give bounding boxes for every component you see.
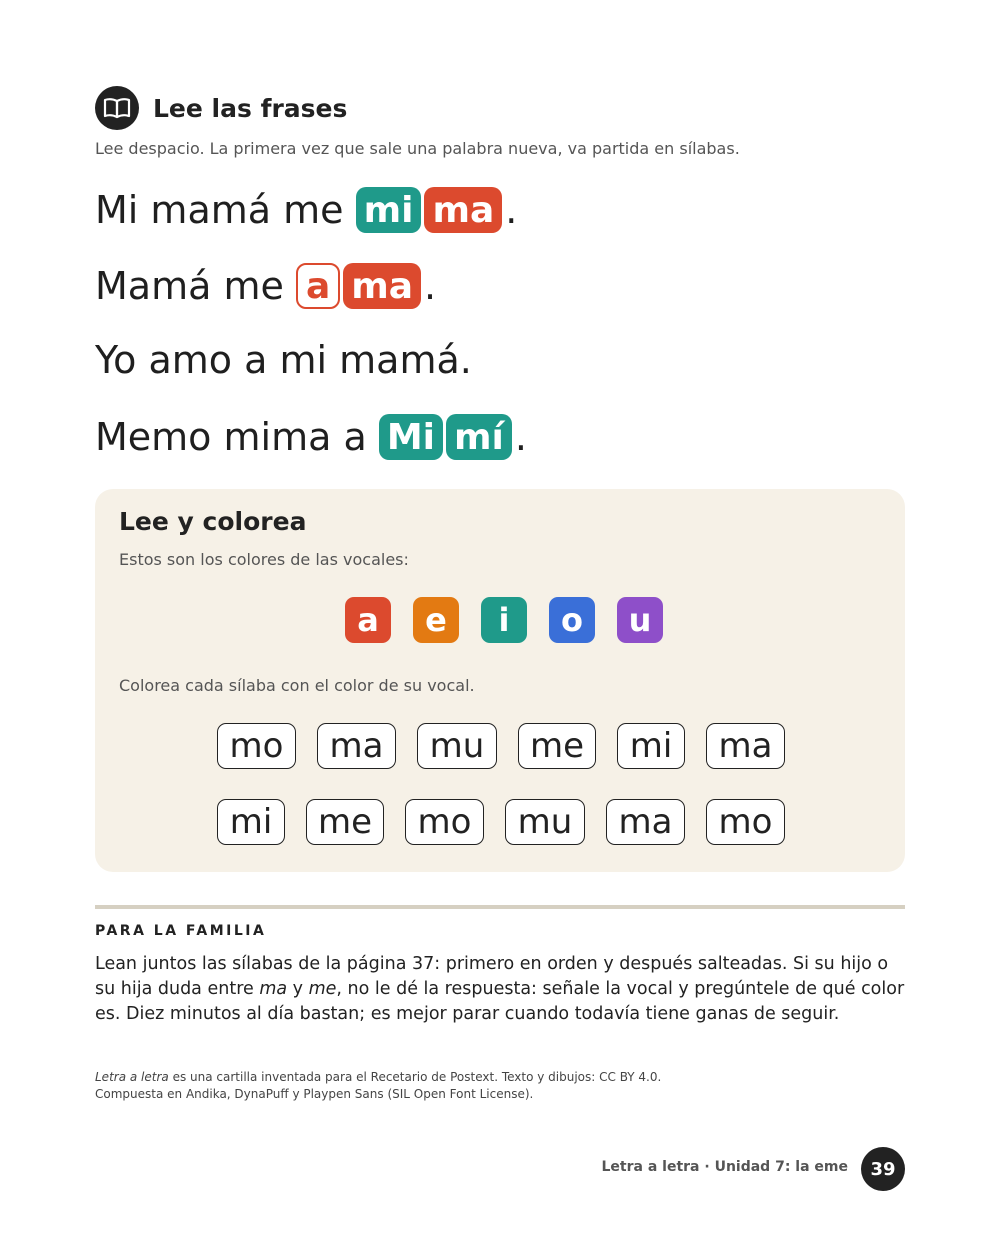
sentence-period: . (424, 264, 437, 308)
sentence-text: Mamá me (95, 264, 296, 308)
family-text-part: Lean juntos las sílabas de la página 37: primero en orden y después salteadas. Si su hijo o su hija duda entre (95, 954, 889, 999)
section-subtitle: Lee despacio. La primera vez que sale una palabra nueva, va partida en sílabas. (95, 139, 740, 158)
vowel-i: i (481, 597, 527, 643)
syllable-box[interactable]: mi (217, 799, 285, 845)
activity-instruction: Colorea cada sílaba con el color de su vocal. (119, 676, 475, 695)
section-divider (95, 905, 905, 909)
sentence-text: Yo amo a mi mamá. (95, 338, 472, 382)
family-text-part: y (287, 979, 309, 999)
coloring-activity-box (95, 489, 905, 872)
activity-subtitle: Estos son los colores de las vocales: (119, 550, 409, 569)
page-number: 39 (861, 1147, 905, 1191)
syllable-chip: mí (446, 414, 512, 460)
syllable-chip: ma (424, 187, 502, 233)
sentence-4 (95, 409, 527, 465)
credits-text: es una cartilla inventada para el Recetario de Postext. Texto y dibujos: CC BY 4.0. (168, 1070, 662, 1084)
syllable-box[interactable]: ma (606, 799, 685, 845)
syllable-box[interactable]: ma (706, 723, 785, 769)
vowel-a: a (345, 597, 391, 643)
family-text-part: , no le dé la respuesta: señale la vocal y pregúntele de qué color es. Diez minutos al día bastan; es mejor parar cuando todavía tiene ganas de seguir. (95, 979, 905, 1024)
credits-line-2: Compuesta en Andika, DynaPuff y Playpen Sans (SIL Open Font License). (95, 1087, 534, 1101)
syllable-chip: a (296, 263, 340, 309)
sentence-3 (95, 332, 472, 388)
credits-line-1 (95, 1069, 661, 1086)
family-title: PARA LA FAMILIA (95, 923, 267, 939)
vowel-o: o (549, 597, 595, 643)
vowel-e: e (413, 597, 459, 643)
syllable-box[interactable]: ma (317, 723, 396, 769)
vowel-legend (345, 597, 685, 643)
open-book-icon (95, 86, 139, 130)
credits (95, 1069, 661, 1103)
credits-book-title: Letra a letra (95, 1070, 169, 1084)
sentence-2 (95, 258, 436, 314)
syllable-chip: mi (356, 187, 422, 233)
syllable-box[interactable]: mi (617, 723, 685, 769)
syllable-box[interactable]: me (518, 723, 596, 769)
family-text-emphasis: me (308, 979, 337, 999)
syllable-box[interactable]: mu (505, 799, 585, 845)
family-text (95, 952, 905, 1027)
section-header (95, 85, 347, 131)
running-head: Letra a letra · Unidad 7: la eme (601, 1159, 848, 1175)
vowel-u: u (617, 597, 663, 643)
syllable-box[interactable]: mo (217, 723, 296, 769)
syllable-row-2 (217, 799, 806, 845)
activity-title: Lee y colorea (119, 507, 307, 536)
syllable-box[interactable]: mu (417, 723, 497, 769)
syllable-row-1 (217, 723, 806, 769)
syllable-box[interactable]: mo (706, 799, 785, 845)
sentence-period: . (505, 188, 518, 232)
sentence-text: Mi mamá me (95, 188, 356, 232)
syllable-chip: Mi (379, 414, 443, 460)
sentence-period: . (514, 415, 527, 459)
section-title: Lee las frases (153, 93, 348, 123)
syllable-box[interactable]: me (306, 799, 384, 845)
syllable-chip: ma (343, 263, 421, 309)
syllable-box[interactable]: mo (405, 799, 484, 845)
sentence-1 (95, 182, 517, 238)
sentence-text: Memo mima a (95, 415, 379, 459)
family-text-emphasis: ma (259, 979, 288, 999)
